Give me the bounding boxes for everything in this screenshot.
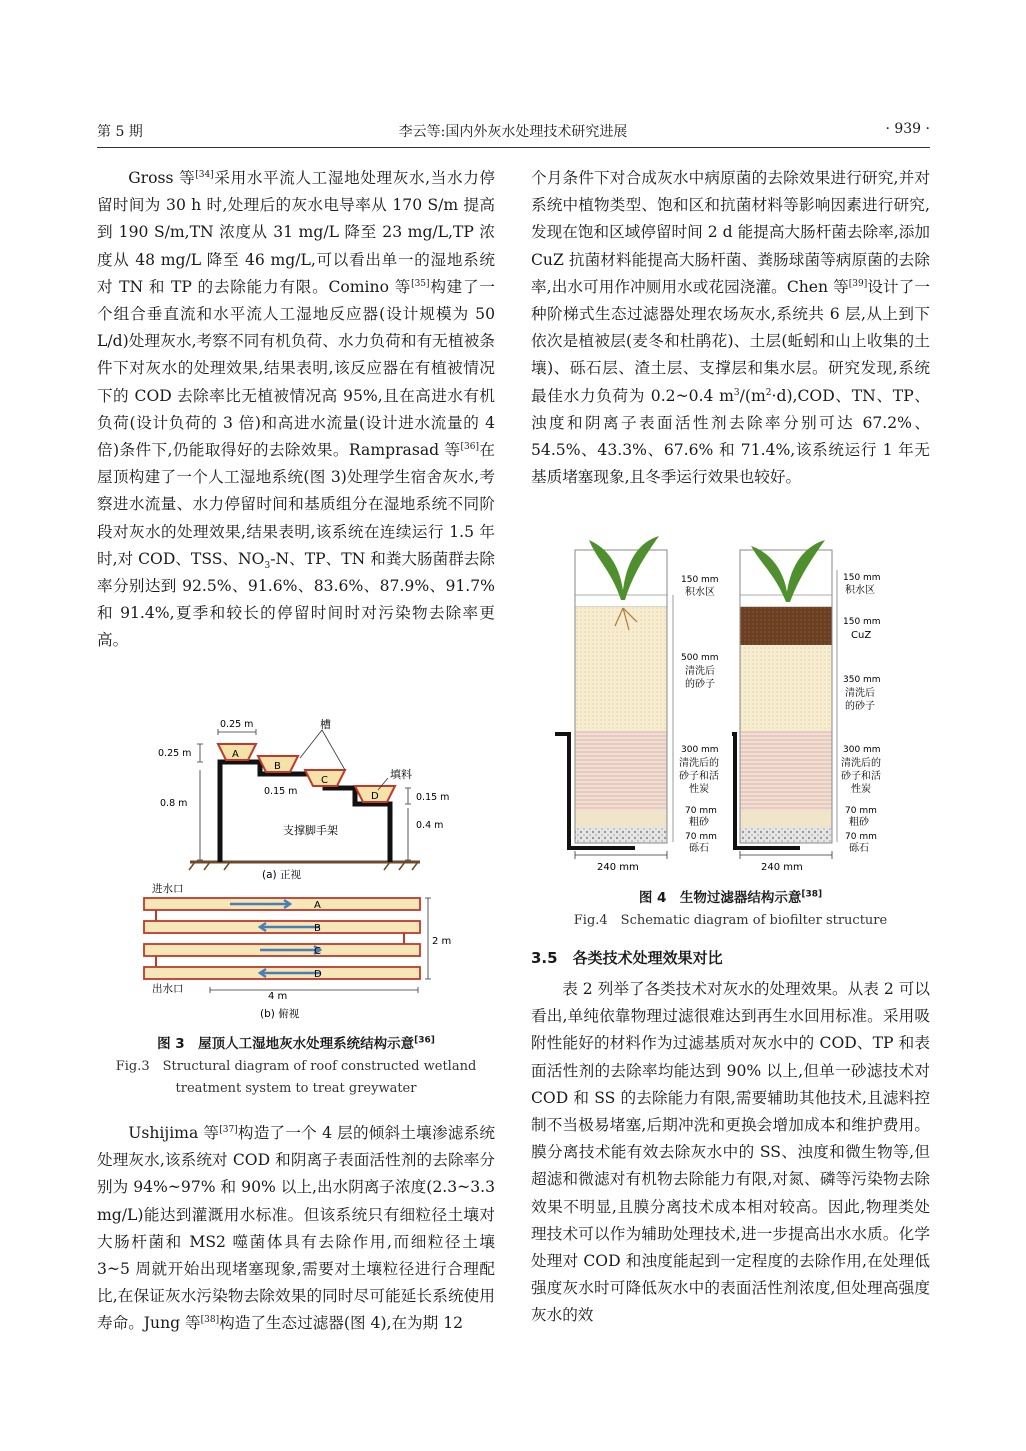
box-label-b: B <box>274 761 281 772</box>
dim-top-label: 0.25 m <box>220 719 254 730</box>
right-width-dim <box>740 851 832 859</box>
channel-label-b: B <box>314 923 321 934</box>
figure-3-top-view <box>140 880 460 1025</box>
dim-width-line <box>425 898 431 979</box>
paragraph-wetland: Gross 等[34]采用水平流人工湿地处理灰水,当水力停留时间为 30 h 时,处理后的灰水电导率从 170 S/m 提高到 190 S/m,TN 浓度从 31 mg/L 降至 23 mg/L,TP 浓度从 48 mg/L 降至 46 mg/L,可以看出单一的湿地系统对 TN 和 TP 的去除能力有限。Comino 等[35]构建了一个组合垂直流和水平流人工湿地反应器(设计规模为 50 L/d)处理灰水,考察不同有机负荷、水力负荷和有无植被条件下对灰水的处理效果,结果表明,该反应器在有植被情况下的 COD 去除率比无植被情况高 95%,且在高进水有机负荷(设计负荷的 3 倍)和高进水流量(设计进水流量的 4 倍)条件下,仍能取得好的去除效果。Ramprasad 等[36]在屋顶构建了一个人工湿地系统(图 3)处理学生宿舍灰水,考察进水流量、水力停留时间和基质组分在湿地系统不同阶段对灰水的处理效果,结果表明,该系统在连续运行 1.5 年时,对 COD、TSS、$NO_3-N$、TP、TN 和粪大肠菌群去除率分别达到 92.5%、91.6%、83.6%、87.9%、91.7% 和 91.4%,夏季和较长的停留时间时对污染物去除率更高。 <box>97 169 495 650</box>
left-l4-name: 粗砂 <box>689 817 709 828</box>
right-l4-size: 300 mm <box>843 745 881 755</box>
left-column-top <box>97 165 495 655</box>
dim-right-label: 0.4 m <box>416 820 444 831</box>
figure-3-front-view <box>150 712 470 882</box>
box-label-d: D <box>371 791 379 802</box>
citation: [36] <box>460 441 479 452</box>
frame-label: 支撑脚手架 <box>283 824 338 837</box>
biofilter-right <box>732 540 881 873</box>
right-column-bottom <box>531 976 930 1330</box>
right-l6-name: 砾石 <box>849 843 869 854</box>
header-rule <box>97 147 930 148</box>
plant-left-icon <box>589 536 659 600</box>
citation: [38] <box>200 1315 220 1326</box>
left-column-bottom <box>97 1120 495 1338</box>
length-label: 4 m <box>268 991 288 1002</box>
dim-line-right <box>405 788 411 860</box>
right-width-label: 240 mm <box>761 862 803 873</box>
box-label-c: C <box>321 775 328 786</box>
left-width-dim <box>575 851 667 859</box>
right-l4-name: 清洗后的 <box>841 758 881 769</box>
left-l3-name: 清洗后的 <box>679 758 719 769</box>
right-l4-name-2: 砂子和活 <box>841 771 881 782</box>
dim-left-top-label: 0.25 m <box>158 748 192 759</box>
width-label: 2 m <box>432 936 452 947</box>
right-l2-name: CuZ <box>851 630 872 641</box>
left-l3-name-2: 砂子和活 <box>679 771 719 782</box>
left-gravel-layer <box>575 827 667 843</box>
right-l6-size: 70 mm <box>845 832 877 842</box>
left-width-label: 240 mm <box>597 862 639 873</box>
section-title: 3.5 各类技术处理效果对比 <box>531 949 723 967</box>
dim-length-line <box>210 987 418 993</box>
right-coarse-sand-layer <box>740 811 832 827</box>
left-sand-layer <box>575 607 667 731</box>
right-l3-name: 清洗后 <box>845 688 875 699</box>
fill-label: 填料 <box>390 768 412 781</box>
dim-line-left-top <box>197 744 203 762</box>
left-l5-name: 砾石 <box>689 843 709 854</box>
left-l3-name-3: 性炭 <box>689 784 709 795</box>
paragraph-soil-infiltration: Ushijima 等[37]构造了一个 4 层的倾斜土壤渗滤系统处理灰水,该系统对 COD 和阴离子表面活性剂的去除率分别为 94%~97% 和 90% 以上,出水阴离子浓度(2.3~3.3 mg/L)能达到灌溉用水标准。但该系统只有细粒径土壤对大肠杆菌和 MS2 噬菌体具有去除作用,而细粒径土壤 3~5 周就开始出现堵塞现象,需要对土壤粒径进行合理配比,在保证灰水污染物去除效果的同时尽可能延长系统使用寿命。Jung 等[38]构造了生态过滤器(图 4),在为期 12 <box>97 1124 495 1333</box>
channel-connectors <box>156 910 404 967</box>
left-coarse-sand-layer <box>575 811 667 827</box>
dim-line-left <box>197 770 203 860</box>
right-gravel-layer <box>740 827 832 843</box>
figure-4-biofilter-diagram <box>555 530 905 875</box>
right-cuz-layer <box>740 607 832 645</box>
support-frame <box>220 762 390 862</box>
right-l3-size: 350 mm <box>843 675 881 685</box>
right-l5-name: 粗砂 <box>849 817 869 828</box>
plant-right-icon <box>751 540 825 602</box>
citation: [34] <box>195 169 214 180</box>
right-l1-size: 150 mm <box>843 573 881 583</box>
running-title: 李云等:国内外灰水处理技术研究进展 <box>398 124 628 140</box>
left-l2-name-2: 的砂子 <box>685 679 715 690</box>
paragraph-comparison: 表 2 列举了各类技术对灰水的处理效果。从表 2 可以看出,单纯依靠物理过滤很难达到再生水回用标准。采用吸附性能好的材料作为过滤基质对灰水中的 COD、TP 和表面活性剂的去除率均能达到 90% 以上,但单一砂滤技术对 COD 和 SS 的去除能力有限,需要辅助其他技术,且滤料控制不当极易堵塞,后期冲洗和更换会增加成本和维护费用。膜分离技术能有效去除灰水中的 SS、浊度和微生物等,但超滤和微滤对有机物去除能力有限,对氮、磷等污染物去除效果不明显,且膜分离技术成本相对较高。因此,物理类处理技术可以作为辅助处理技术,进一步提高出水水质。化学处理对 COD 和浊度能起到一定程度的去除作用,在处理低强度灰水时可降低灰水中的表面活性剂浓度,但处理高强度灰水的效 <box>531 980 930 1325</box>
left-l3-size: 300 mm <box>681 745 719 755</box>
trough-label: 槽 <box>320 718 331 731</box>
page-number: · 939 · <box>885 121 930 137</box>
dim-right-step-label: 0.15 m <box>416 792 450 803</box>
citation: [39] <box>848 278 868 289</box>
right-sand-layer <box>740 645 832 731</box>
citation: [38] <box>801 889 823 900</box>
channel-label-d: D <box>314 969 322 980</box>
front-view-caption: (a) 正视 <box>262 869 301 881</box>
right-l5-size: 70 mm <box>845 806 877 816</box>
left-l5-size: 70 mm <box>685 832 717 842</box>
right-sand-carbon-layer <box>740 731 832 811</box>
left-l2-size: 500 mm <box>681 653 719 663</box>
top-view-caption: (b) 俯视 <box>260 1008 300 1020</box>
figure-3-caption-en: Fig.3 Structural diagram of roof constructed wetland treatment system to treat greywater <box>115 1059 477 1096</box>
left-sand-carbon-layer <box>575 731 667 811</box>
box-label-a: A <box>232 749 239 760</box>
left-l4-size: 70 mm <box>685 806 717 816</box>
channel-label-a: A <box>314 900 321 911</box>
channel-stack <box>144 898 420 980</box>
dim-step-label: 0.15 m <box>264 786 298 797</box>
outlet-label: 出水口 <box>152 983 184 995</box>
left-l1-name: 积水区 <box>685 587 715 598</box>
citation: [36] <box>414 1035 435 1046</box>
inlet-label: 进水口 <box>152 883 184 895</box>
citation: [35] <box>411 278 430 289</box>
biofilter-left <box>555 536 719 873</box>
dim-left-label: 0.8 m <box>160 798 188 809</box>
trough-callout <box>300 730 345 770</box>
citation: [37] <box>219 1124 238 1135</box>
figure-4-caption-en: Fig.4 Schematic diagram of biofilter structure <box>573 913 888 928</box>
right-l1-name: 积水区 <box>845 585 875 596</box>
right-column-top <box>531 165 930 491</box>
channel-label-c: C <box>314 946 321 957</box>
figure-4-caption: 图 4 生物过滤器结构示意[38] <box>638 889 823 906</box>
figure-3-caption: 图 3 屋顶人工湿地灰水处理系统结构示意[36] <box>157 1035 435 1052</box>
paragraph-biofilter: 个月条件下对合成灰水中病原菌的去除效果进行研究,并对系统中植物类型、饱和区和抗菌材料等影响因素进行研究,发现在饱和区域停留时间 2 d 能提高大肠杆菌去除率,添加 CuZ 抗菌材料能提高大肠杆菌、粪肠球菌等病原菌的去除率,出水可用作冲厕用水或花园浇灌。Chen 等[39]设计了一种阶梯式生态过滤器处理农场灰水,系统共 6 层,从上到下依次是植被层(麦冬和杜鹃花)、土层(蚯蚓和山上收集的土壤)、砾石层、渣土层、支撑层和集水层。研究发现,系统最佳水力负荷为 0.2~0.4 $m^3/(m^2\cdot d),COD$、TN、TP、浊度和阴离子表面活性剂去除率分别可达 67.2%、54.5%、43.3%、67.6% 和 71.4%,该系统运行 1 年无基质堵塞现象,且冬季运行效果也较好。 <box>531 169 930 487</box>
left-l2-name: 清洗后 <box>685 666 715 677</box>
left-l1-size: 150 mm <box>681 575 719 585</box>
right-l4-name-3: 性炭 <box>851 784 871 795</box>
right-l2-size: 150 mm <box>843 617 881 627</box>
journal-issue: 第 5 期 <box>97 124 143 140</box>
right-l3-name-2: 的砂子 <box>845 701 875 712</box>
